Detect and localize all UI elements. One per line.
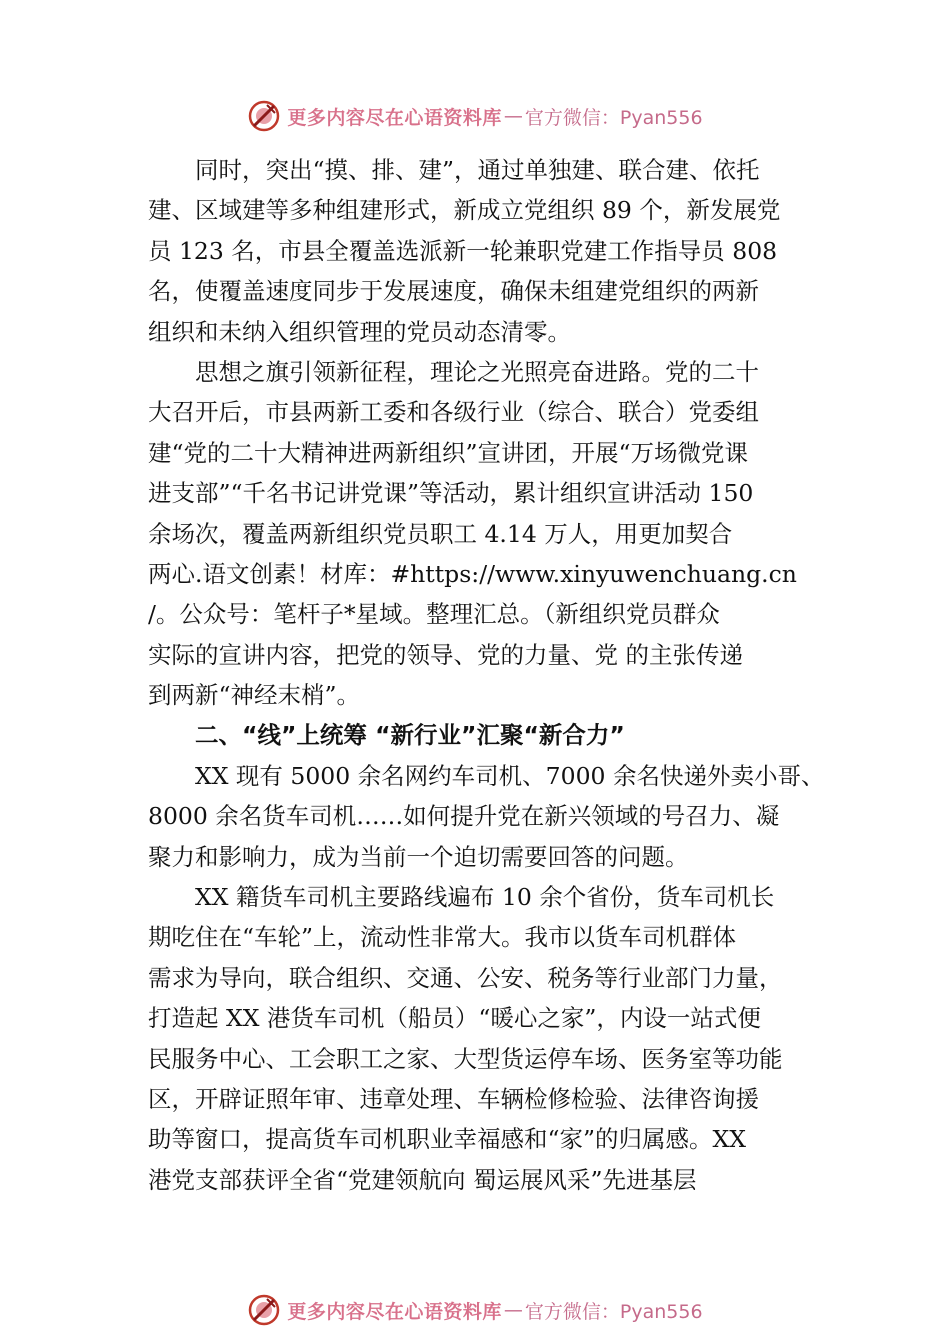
text-line: 同时，突出“摸、排、建”，通过单独建、联合建、依托 [148,156,760,184]
banner-brand: 更多内容尽在心语资料库 [287,106,502,129]
text-line: 名，使覆盖速度同步于发展速度，确保未组建党组织的两新 [148,277,759,306]
footer-banner [0,1290,950,1330]
banner-dash: — [503,105,523,127]
text-line: 聚力和影响力，成为当前一个迫切需要回答的问题。 [148,842,689,871]
text-line: 员 123 名，市县全覆盖选派新一轮兼职党建工作指导员 808 [148,236,778,265]
banner-wechat: 官方微信：Pyan556 [524,1300,703,1323]
document-body [148,150,828,1200]
banner-dash: — [503,1299,523,1321]
text-line: XX 籍货车司机主要路线遍布 10 余个省份，货车司机长 [148,883,775,912]
text-line: /。公众号：笔杆子*星域。整理汇总。（新组织党员群众 [148,600,720,629]
banner-brand: 更多内容尽在心语资料库 [287,1300,502,1323]
text-line: 实际的宣讲内容，把党的领导、党的力量、党 的主张传递 [148,640,743,669]
text-line: 建、区域建等多种组建形式，新成立党组织 89 个，新发展党 [148,196,781,225]
text-line: 组织和未纳入组织管理的党员动态清零。 [148,317,571,346]
section-heading: 二、“线”上统筹 “新行业”汇聚“新合力” [148,721,625,750]
text-line: 需求为导向，联合组织、交通、公安、税务等行业部门力量， [148,963,783,992]
text-line: 大召开后，市县两新工委和各级行业（综合、联合）党委组 [148,398,759,427]
text-line: 打造起 XX 港货车司机（船员）“暖心之家”，内设一站式便 [148,1004,761,1033]
text-line: 思想之旗引领新征程，理论之光照亮奋进路。党的二十 [148,357,759,386]
text-line: XX 现有 5000 余名网约车司机、7000 余名快递外卖小哥、 [148,761,825,790]
text-line: 助等窗口，提高货车司机职业幸福感和“家”的归属感。XX [148,1125,746,1154]
text-line: 8000 余名货车司机……如何提升党在新兴领域的号召力、凝 [148,802,780,831]
text-line: 两心.语文创素！材库：#https://www.xinyuwenchuang.cn [148,559,797,588]
text-line: 进支部”“千名书记讲党课”等活动，累计组织宣讲活动 150 [148,479,754,508]
text-line: 期吃住在“车轮”上，流动性非常大。我市以货车司机群体 [148,923,737,952]
seal-logo-icon [247,1293,281,1327]
text-line: 民服务中心、工会职工之家、大型货运停车场、医务室等功能 [148,1044,783,1073]
text-line: 区，开辟证照年审、违章处理、车辆检修检验、法律咨询援 [148,1084,759,1113]
text-line: 到两新“神经末梢”。 [148,681,361,710]
text-line: 建“党的二十大精神进两新组织”宣讲团，开展“万场微党课 [148,438,749,467]
banner-wechat: 官方微信：Pyan556 [524,106,703,129]
text-line: 余场次，覆盖两新组织党员职工 4.14 万人，用更加契合 [148,519,733,548]
seal-logo-icon [247,99,281,133]
header-banner [0,96,950,136]
text-line: 港党支部获评全省“党建领航向 蜀运展风采”先进基层 [148,1165,697,1194]
